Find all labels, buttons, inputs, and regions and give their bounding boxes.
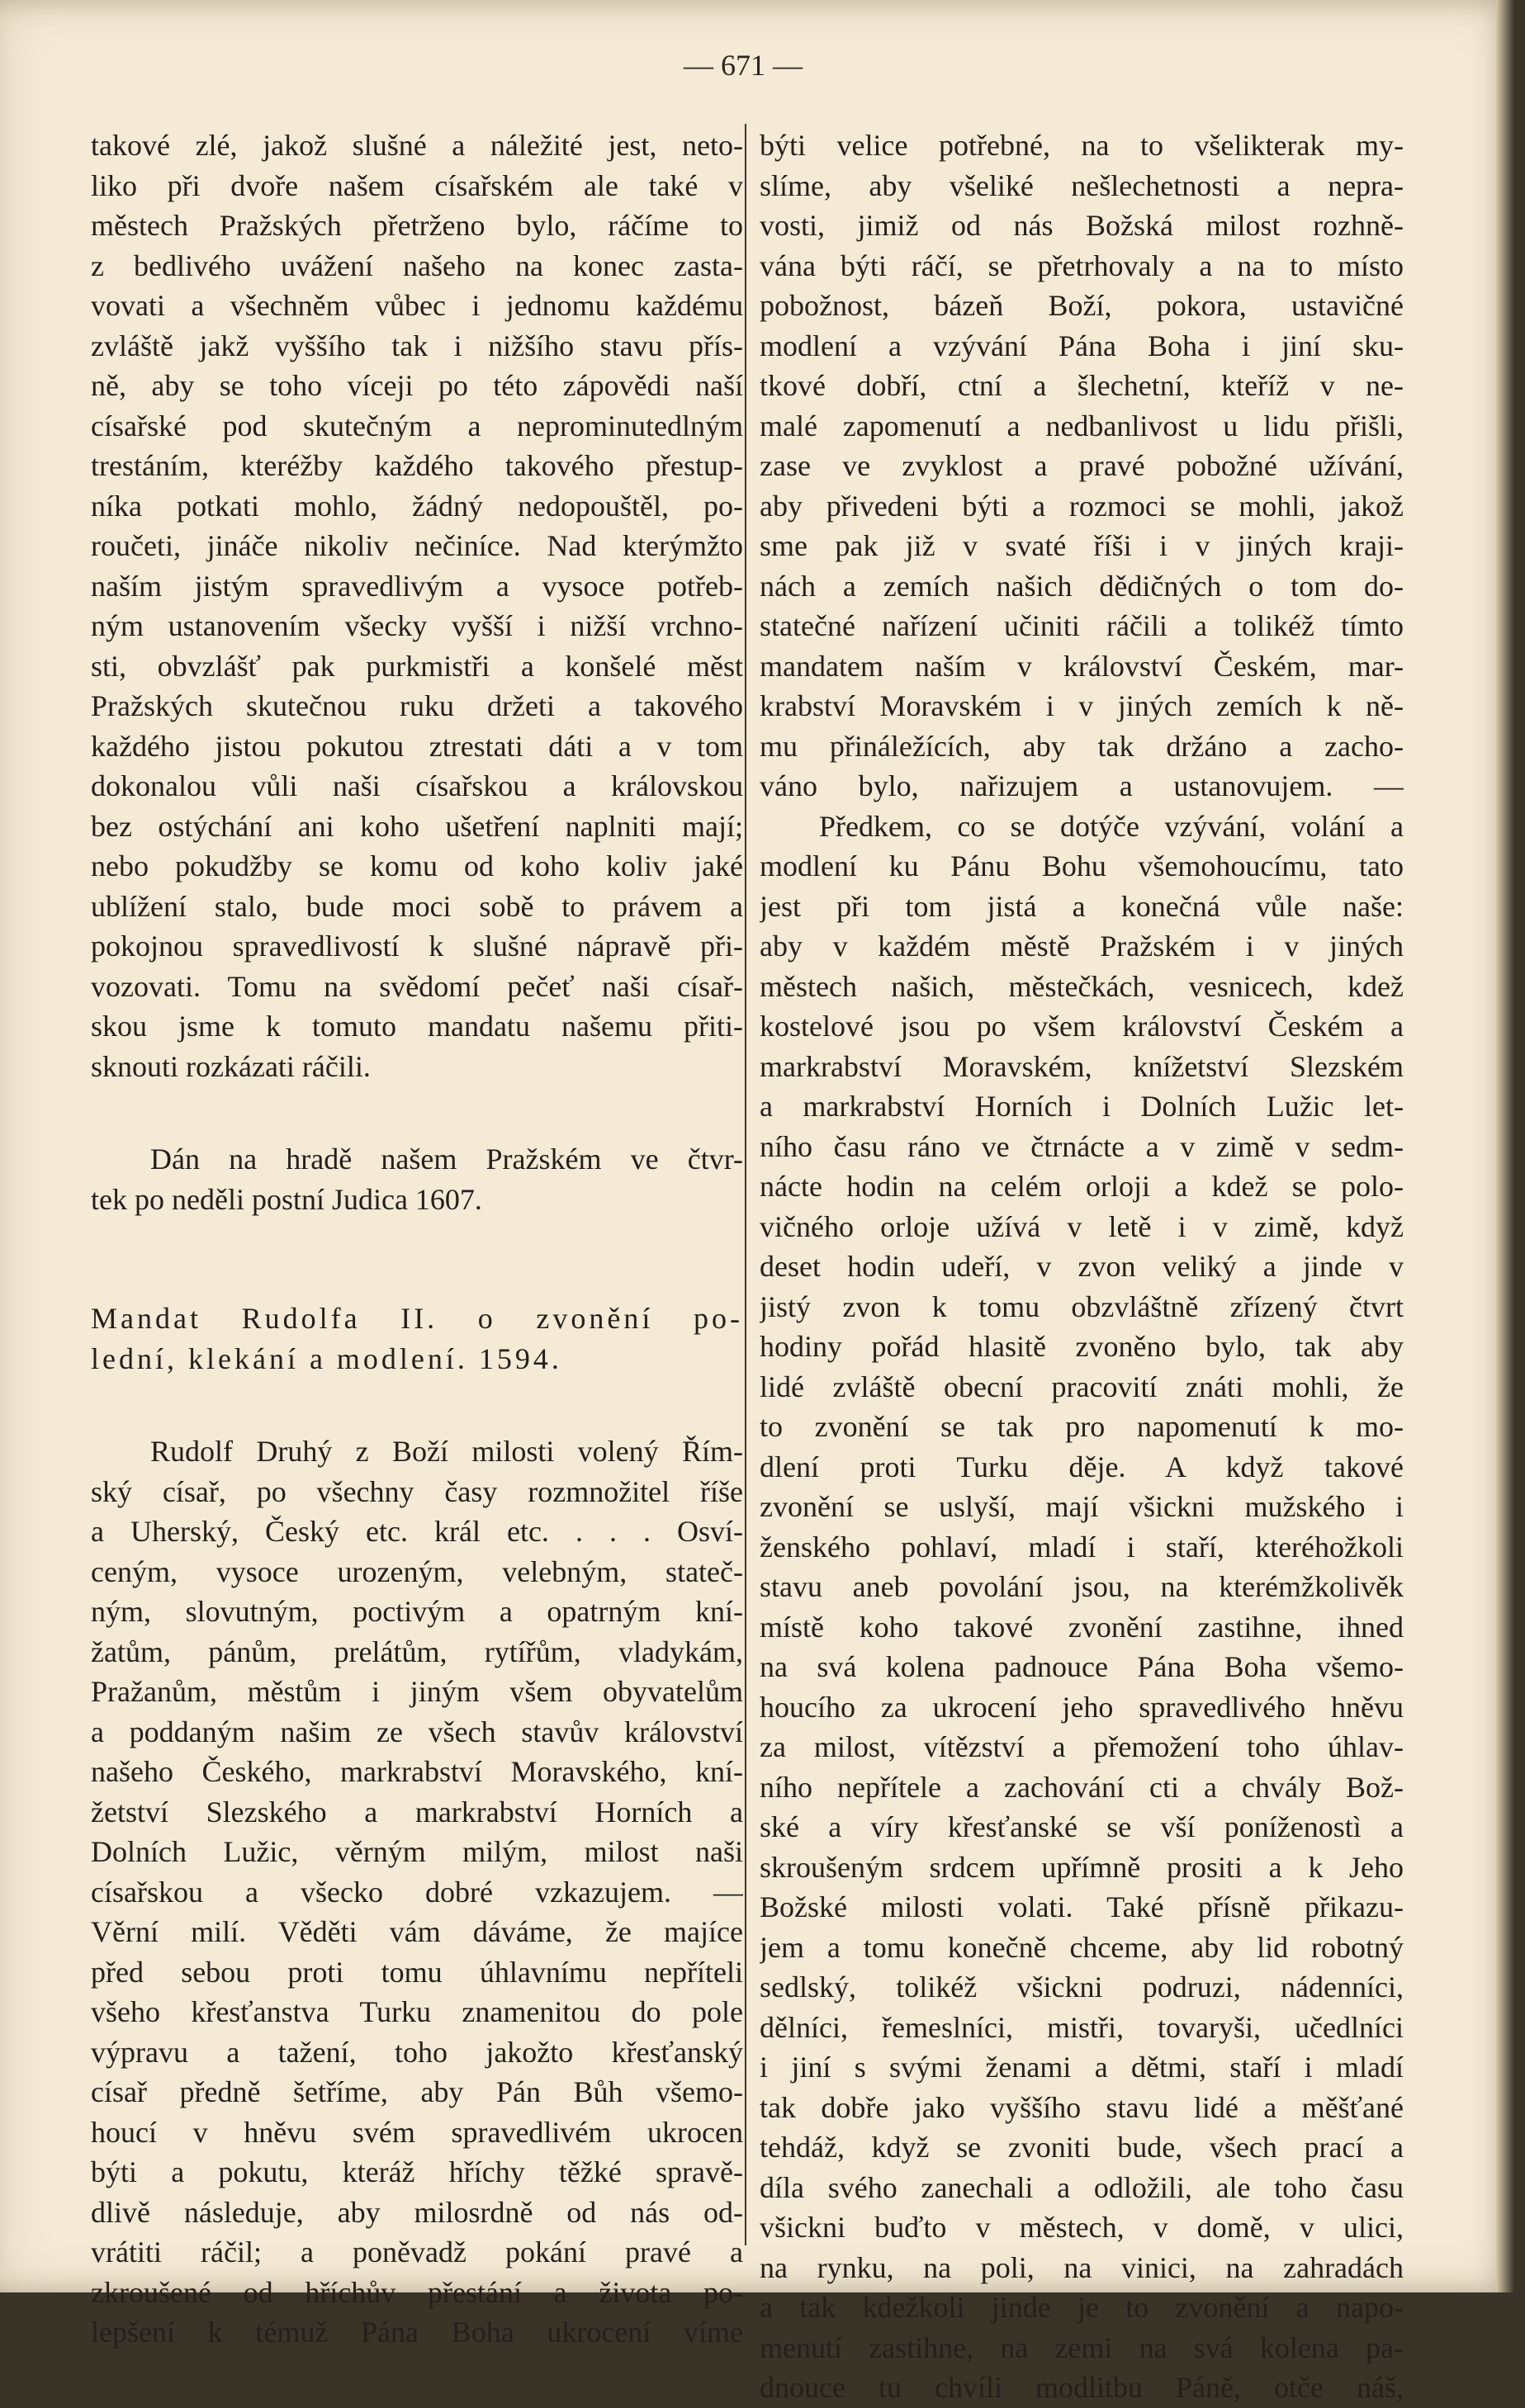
text-line: tkové dobří, ctní a šlechetní, kteříž v ne- — [760, 369, 1404, 402]
spacer — [91, 1379, 743, 1431]
text-line: lepšení k témuž Pána Boha ukrocení víme — [91, 2316, 743, 2349]
text-line: ního nepřítele a zachování cti a chvály Bož- — [760, 1770, 1404, 1804]
text-line: liko při dvoře našem císařském ale také v — [91, 168, 743, 202]
text-line: statečné nařízení učiniti ráčili a tolikéž tímto — [760, 609, 1404, 642]
text-line: Pražských skutečnou ruku držeti a takového — [91, 689, 743, 722]
text-line: skroušeným srdcem upřímně prositi a k Jeho — [760, 1850, 1404, 1884]
spacer — [91, 1219, 743, 1299]
text-line: aby přivedeni býti a rozmoci se mohli, jakož — [760, 489, 1404, 523]
text-line: pokojnou spravedlivostí k slušné nápravě při- — [91, 930, 743, 963]
text-line: na rynku, na poli, na vinici, na zahradách — [760, 2250, 1404, 2284]
text-line: vrátiti ráčil; a poněvadž pokání pravé a — [91, 2235, 743, 2268]
text-line: ným ustanovením všecky vyšší i nižší vrchno- — [91, 609, 743, 642]
text-line: ně, aby se toho víceji po této zápovědi naší — [91, 369, 743, 402]
text-line: ženského pohlaví, mladí i staří, kteréhožkoli — [760, 1530, 1404, 1564]
text-line: ního času ráno ve čtrnácte a v zimě v sedm- — [760, 1129, 1404, 1163]
text-line: žetství Slezského a markrabství Horních a — [91, 1795, 743, 1828]
text-line: nácte hodin na celém orloji a kdež se polo- — [760, 1170, 1404, 1203]
text-line: žatům, pánům, prelátům, rytířům, vladykám, — [91, 1635, 743, 1668]
text-line: zvonění se uslyší, mají všickni mužského i — [760, 1490, 1404, 1523]
text-line: zvláště jakž vyššího tak i nižšího stavu přís- — [91, 329, 743, 362]
text-line: trestáním, kteréžby každého takového přestup- — [91, 449, 743, 482]
text-line: ným, slovutným, poctivým a opatrným kní- — [91, 1595, 743, 1628]
text-line: býti velice potřebné, na to všelikterak my- — [760, 129, 1404, 162]
column-divider — [745, 124, 746, 2245]
text-line: níka potkati mohlo, žádný nedopouštěl, po- — [91, 489, 743, 523]
text-line: pobožnost, bázeň Boží, pokora, ustavičné — [760, 289, 1404, 322]
section-heading — [91, 1299, 743, 1379]
text-line: před sebou proti tomu úhlavnímu nepříteli — [91, 1955, 743, 1989]
text-line: ský císař, po všechny časy rozmnožitel říše — [91, 1474, 743, 1508]
text-line: dokonalou vůli naši císařskou a královskou — [91, 769, 743, 802]
right-column — [760, 125, 1404, 2408]
text-line: sknouti rozkázati ráčili. — [91, 1049, 371, 1083]
text-line: z bedlivého uvážení našeho na konec zasta- — [91, 248, 743, 282]
text-line: a markrabství Horních i Dolních Lužic let- — [760, 1090, 1404, 1123]
text-line: vovati a všechněm vůbec i jednomu každému — [91, 289, 743, 322]
text-line: modlení a vzývání Pána Boha i jiní sku- — [760, 329, 1404, 362]
text-line: vičného orloje užívá v letě i v zimě, když — [760, 1209, 1404, 1243]
text-line: malé zapomenutí a nedbanlivost u lidu přišli, — [760, 409, 1404, 442]
text-line: Dolních Lužic, věrným milým, milost naši — [91, 1835, 743, 1868]
heading-line: lední, klekání a modlení. 1594. — [91, 1341, 562, 1375]
text-line: aby v každém městě Pražském i v jiných — [760, 930, 1404, 963]
text-line: na svá kolena padnouce Pána Boha všemo- — [760, 1650, 1404, 1683]
text-line: tak dobře jako vyššího stavu lidé a měšťané — [760, 2090, 1404, 2124]
text-line: bez ostýchání ani koho ušetření naplniti mají; — [91, 809, 743, 843]
paragraph-mandate-start — [91, 1431, 743, 2353]
text-line: dlivě následuje, aby milosrdně od nás od- — [91, 2195, 743, 2229]
left-column — [91, 125, 743, 2353]
text-line: markrabství Moravském, knížetství Slezském — [760, 1049, 1404, 1083]
dating-clause — [91, 1139, 743, 1219]
text-line: všeho křesťanstva Turku znamenitou do pole — [91, 1995, 743, 2028]
text-line: sti, obvzlášť pak purkmistři a konšelé měst — [91, 649, 743, 683]
page-edge — [1496, 0, 1514, 2292]
text-line: Božské milosti volati. Také přísně přikazu- — [760, 1890, 1404, 1923]
heading-line: Mandat Rudolfa II. o zvonění po- — [91, 1302, 743, 1335]
text-line: Rudolf Druhý z Boží milosti volený Řím- — [150, 1435, 743, 1468]
text-line: městech Pražských přetrženo bylo, ráčíme to — [91, 209, 743, 242]
text-line: sme pak již v svaté říši i v jiných kraji- — [760, 529, 1404, 562]
text-line: takové zlé, jakož slušné a náležité jest, neto- — [91, 129, 743, 162]
text-line: jest při tom jistá a konečná vůle naše: — [760, 889, 1404, 923]
text-line: vosti, jimiž od nás Božská milost rozhně- — [760, 209, 1404, 242]
text-line: modlení ku Pánu Bohu všemohoucímu, tato — [760, 849, 1404, 882]
text-line: nách a zemích našich dědičných o tom do- — [760, 569, 1404, 603]
text-line: vána býti ráčí, se přetrhovaly a na to místo — [760, 248, 1404, 282]
text-line: městech našich, městečkách, vesnicech, kdež — [760, 969, 1404, 1003]
text-line: krabství Moravském i v jiných zemích k ně- — [760, 689, 1404, 722]
spacer — [91, 1086, 743, 1139]
page-number: — 671 — — [684, 49, 803, 82]
text-line: to zvonění se tak pro napomenutí k mo- — [760, 1410, 1404, 1443]
text-line: ské a víry křesťanské se vší poníženostì a — [760, 1810, 1404, 1843]
text-line: a poddaným našim ze všech stavův království — [91, 1715, 743, 1748]
text-line: dnouce tu chvíli modlitbu Páně, otče náš, — [760, 2371, 1404, 2404]
text-line: místě koho takové zvonění zastihne, ihned — [760, 1610, 1404, 1644]
text-line: jem a tomu konečně chceme, aby lid robotný — [760, 1930, 1404, 1964]
text-line: každého jistou pokutou ztrestati dáti a v tom — [91, 729, 743, 763]
text-line: tehdáž, když se zvoniti bude, všech prací a — [760, 2131, 1404, 2164]
text-line: a Uherský, Český etc. král etc. . . . Osví- — [91, 1515, 743, 1548]
text-line: dlení proti Turku děje. A když takové — [760, 1450, 1404, 1483]
text-line: stavu aneb povolání jsou, na kterémžkolivěk — [760, 1570, 1404, 1603]
text-line: sedlský, tolikéž všickni podruzi, nádenníci, — [760, 1970, 1404, 2004]
text-line: býti a pokutu, kteráž hříchy těžké spravě- — [91, 2155, 743, 2188]
text-line: všickni buďto v městech, v domě, v ulici, — [760, 2211, 1404, 2244]
text-line: Pražanům, městům i jiným všem obyvatelům — [91, 1675, 743, 1708]
text-line: ublížení stalo, bude moci sobě to právem a — [91, 889, 743, 923]
text-line: našeho Českého, markrabství Moravského, kní- — [91, 1755, 743, 1788]
text-line: za milost, vítězství a přemožení toho úhlav- — [760, 1730, 1404, 1763]
text-line: mu přináležících, aby tak držáno a zacho- — [760, 729, 1404, 763]
text-line: váno bylo, nařizujem a ustanovujem. — — [760, 769, 1404, 802]
text-line: dělníci, řemeslníci, mistři, tovaryši, učedlníci — [760, 2010, 1404, 2044]
text-line: lidé zvláště obecní pracovití znáti mohli, že — [760, 1370, 1404, 1403]
text-line: hodiny pořád hlasitě zvoněno bylo, tak aby — [760, 1330, 1404, 1363]
text-line: vozovati. Tomu na svědomí pečeť naši císař- — [91, 969, 743, 1003]
text-line: císařské pod skutečným a neprominutedlným — [91, 409, 743, 442]
text-line: skou jsme k tomuto mandatu našemu přiti- — [91, 1010, 743, 1043]
text-line: císařskou a všecko dobré vzkazujem. — — [91, 1875, 743, 1909]
text-line: Předkem, co se dotýče vzývání, volání a — [819, 809, 1404, 843]
text-line: Dán na hradě našem Pražském ve čtvr- — [150, 1142, 743, 1176]
text-line: a tak kdežkoli jinde je to zvonění a napo- — [760, 2291, 1404, 2324]
text-line: nebo pokudžby se komu od koho koliv jaké — [91, 849, 743, 882]
paragraph-prohibition-end — [91, 125, 743, 1086]
text-line: deset hodin udeří, v zvon veliký a jinde v — [760, 1250, 1404, 1283]
text-line: díla svého zanechali a odložili, ale toho času — [760, 2170, 1404, 2204]
text-line: houcího za ukrocení jeho spravedlivého hněvu — [760, 1690, 1404, 1724]
text-line: kostelové jsou po všem království Českém a — [760, 1010, 1404, 1043]
text-line: i jiní s svými ženami a dětmi, staří i mladí — [760, 2051, 1404, 2084]
text-line: Věrní milí. Věděti vám dáváme, že majíce — [91, 1915, 743, 1948]
text-line: ceným, vysoce urozeným, velebným, stateč- — [91, 1554, 743, 1588]
text-line: tek po neděli postní Judica 1607. — [91, 1182, 482, 1216]
text-line: houcí v hněvu svém spravedlivém ukrocen — [91, 2115, 743, 2149]
text-line: zkroušené od hříchův přestání a života po- — [91, 2275, 743, 2309]
text-line: jistý zvon k tomu obzvláštně zřízený čtvrt — [760, 1289, 1404, 1323]
text-line: slíme, aby všeliké nešlechetnosti a nepra- — [760, 168, 1404, 202]
text-line: roučeti, jináče nikoliv nečiníce. Nad kterýmžto — [91, 529, 743, 562]
text-line: výpravu a tažení, toho jakožto křesťanský — [91, 2035, 743, 2069]
text-line: naším jistým spravedlivým a vysoce potřeb- — [91, 569, 743, 603]
text-line: menutí zastihne, na zemi na svá kolena pa- — [760, 2330, 1404, 2364]
text-line: císař předně šetříme, aby Pán Bůh všemo- — [91, 2075, 743, 2108]
text-line: mandatem naším v království Českém, mar- — [760, 649, 1404, 683]
text-line: zase ve zvyklost a pravé pobožné užívání, — [760, 449, 1404, 482]
